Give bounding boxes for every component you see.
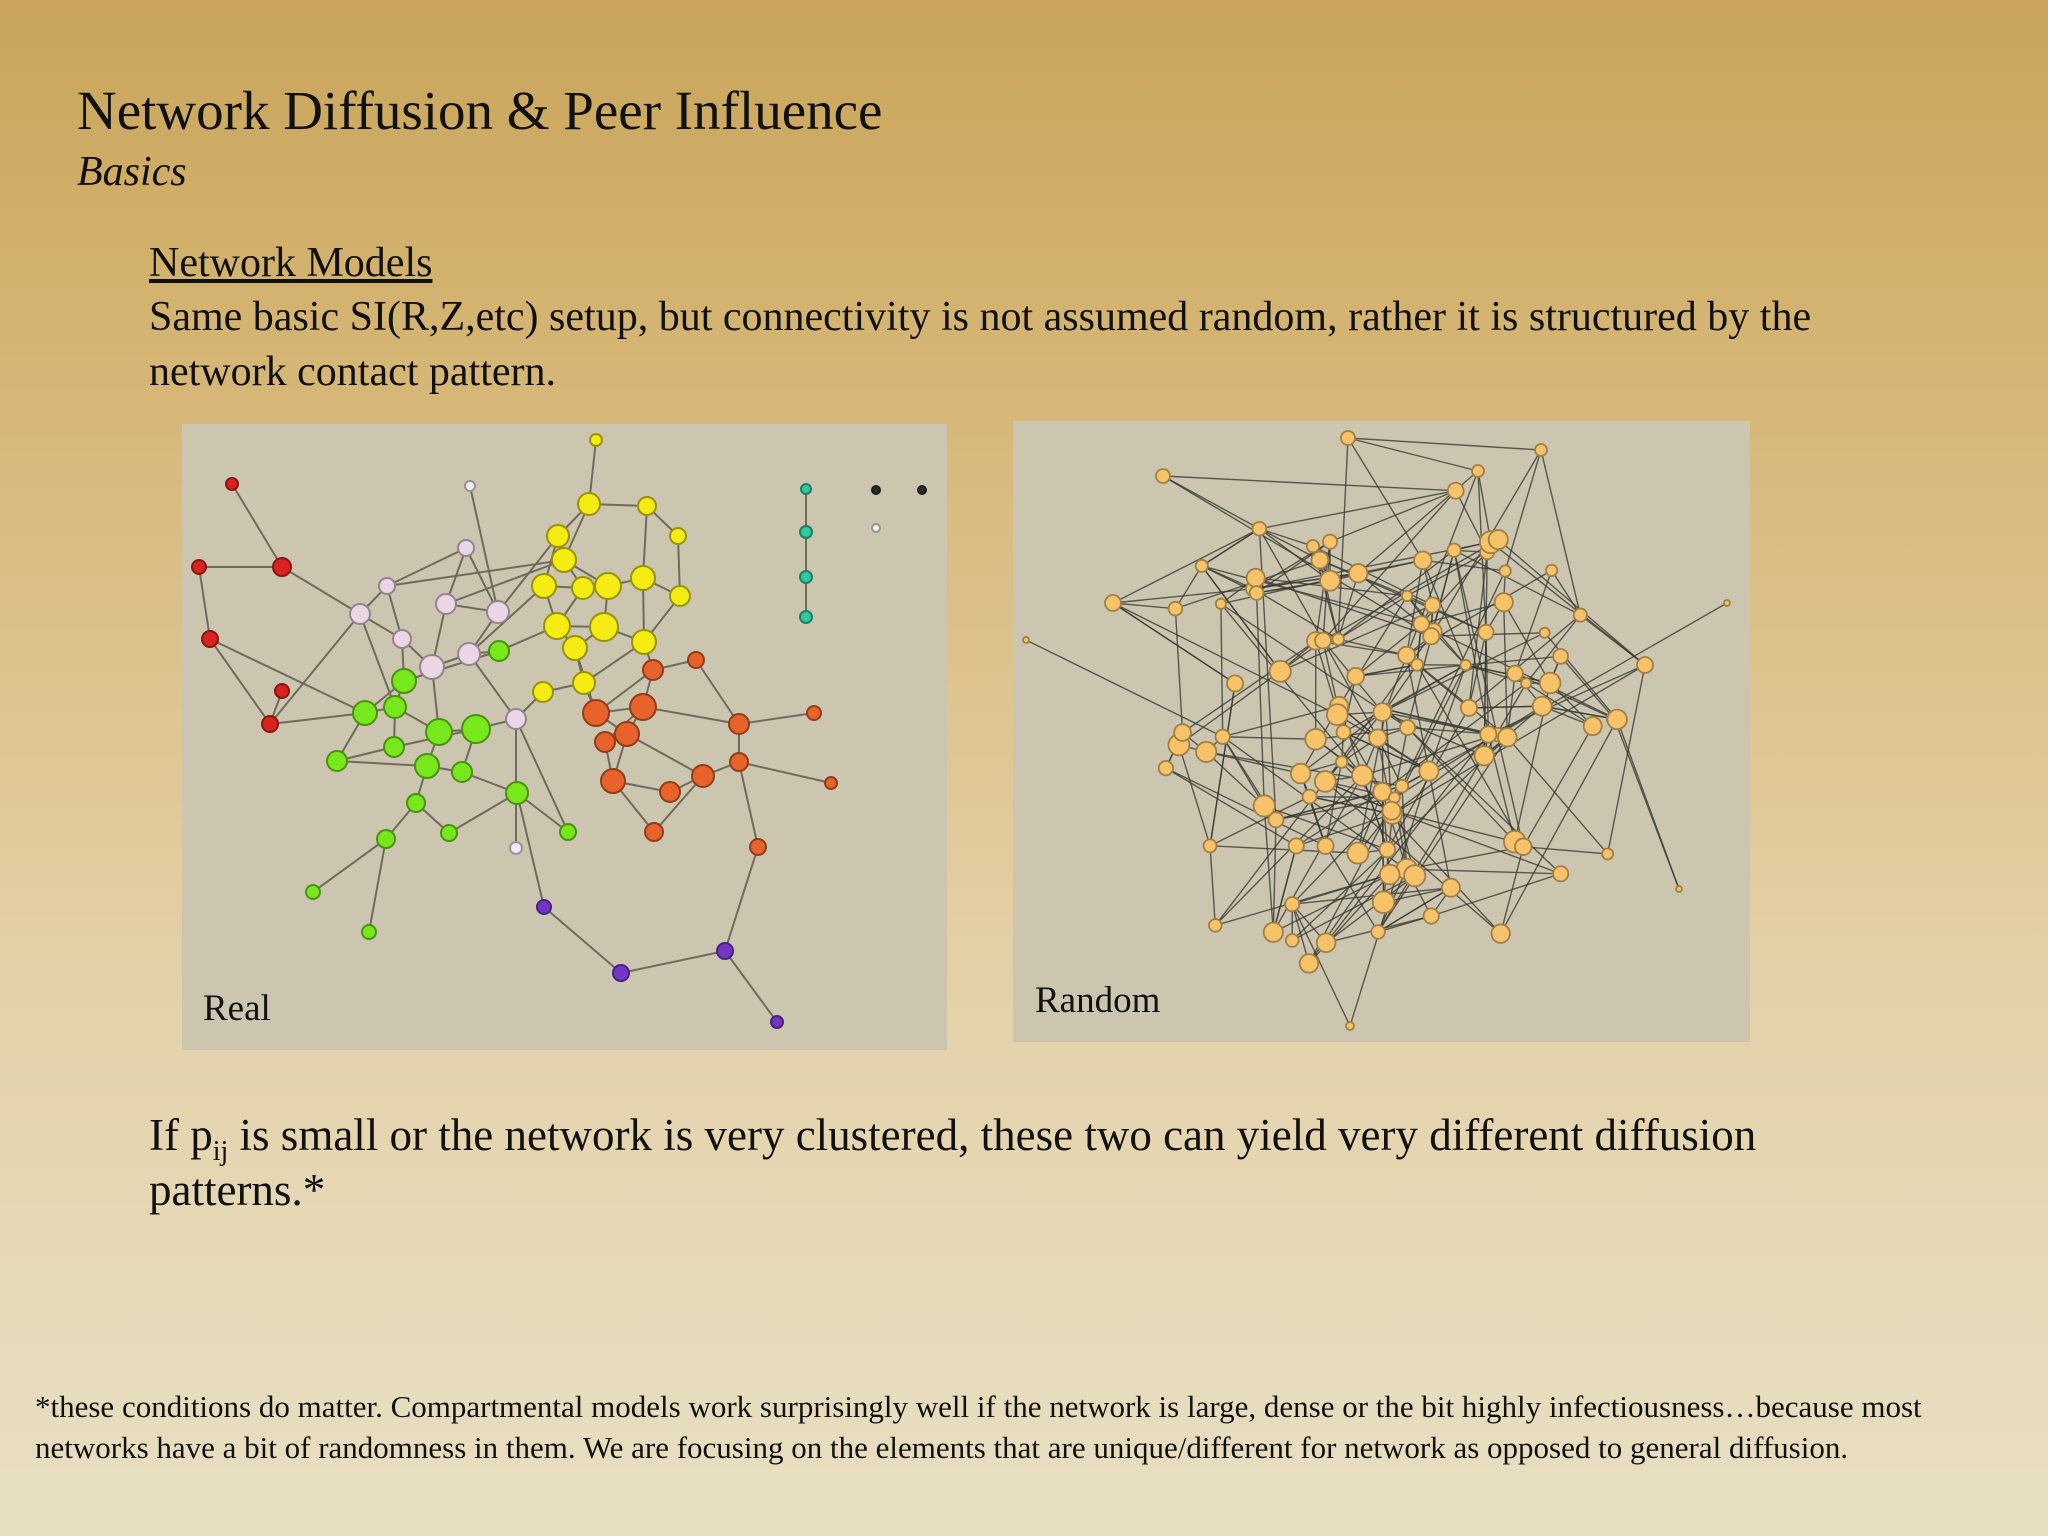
network-node xyxy=(717,943,733,959)
network-node xyxy=(384,696,406,718)
network-node xyxy=(643,660,663,680)
network-node xyxy=(1480,726,1496,742)
network-node xyxy=(1317,933,1336,952)
network-node xyxy=(1442,879,1460,897)
network-edge xyxy=(1541,450,1580,615)
slide-subtitle: Basics xyxy=(77,149,187,195)
network-edge xyxy=(282,567,360,614)
network-node xyxy=(1303,790,1317,804)
network-node xyxy=(1156,469,1170,483)
network-node xyxy=(552,548,576,572)
network-node xyxy=(273,558,291,576)
network-node xyxy=(1423,628,1439,644)
network-edge xyxy=(739,762,758,847)
slide-title: Network Diffusion & Peer Influence xyxy=(77,80,883,141)
intro-text: Same basic SI(R,Z,etc) setup, but connectivity is not assumed random, rather it is structured by the network contact pattern. xyxy=(149,294,1812,395)
network-node xyxy=(1447,544,1460,557)
network-node xyxy=(1204,839,1217,852)
network-node xyxy=(1341,431,1355,445)
network-edge xyxy=(1026,640,1223,737)
network-node xyxy=(595,732,615,752)
network-node xyxy=(1227,675,1243,691)
network-node xyxy=(1311,552,1328,569)
network-node xyxy=(800,611,812,623)
network-edge xyxy=(1407,847,1523,869)
network-node xyxy=(615,722,639,746)
network-edge xyxy=(1469,706,1542,708)
network-node xyxy=(1724,600,1730,606)
network-edge xyxy=(739,713,814,724)
network-node xyxy=(1289,838,1304,853)
network-edge xyxy=(1505,450,1541,571)
network-node xyxy=(1337,725,1351,739)
network-node xyxy=(1291,764,1311,784)
network-edge xyxy=(1221,604,1223,737)
network-node xyxy=(800,571,812,583)
network-node xyxy=(1507,666,1523,682)
network-node xyxy=(392,669,416,693)
network-edge xyxy=(1202,529,1260,566)
network-node xyxy=(1346,1022,1354,1030)
network-node xyxy=(1396,780,1409,793)
network-node xyxy=(1495,593,1513,611)
network-node xyxy=(1404,865,1425,886)
network-node xyxy=(1216,599,1226,609)
real-network-label: Real xyxy=(203,988,271,1029)
network-edge xyxy=(1166,768,1296,846)
network-edge xyxy=(1392,811,1515,842)
network-node xyxy=(1286,934,1299,947)
network-node xyxy=(1424,908,1439,923)
network-node xyxy=(1540,628,1550,638)
network-edge xyxy=(1608,665,1645,854)
network-edge xyxy=(1223,737,1316,740)
network-node xyxy=(1216,730,1230,744)
network-node xyxy=(1574,608,1587,621)
network-node xyxy=(377,830,395,848)
network-node xyxy=(262,716,278,732)
network-node xyxy=(631,566,655,590)
network-node xyxy=(1285,897,1299,911)
network-edge xyxy=(1163,476,1456,491)
network-node xyxy=(578,493,600,515)
network-node xyxy=(1637,657,1653,673)
network-edge xyxy=(469,654,516,719)
network-edge xyxy=(1210,846,1358,853)
network-node xyxy=(1540,673,1561,694)
network-edge xyxy=(270,614,360,724)
network-node xyxy=(1472,465,1484,477)
network-edge xyxy=(1407,560,1423,655)
network-node xyxy=(807,706,821,720)
network-edge xyxy=(313,839,386,892)
network-node xyxy=(1209,919,1222,932)
network-node xyxy=(407,794,425,812)
network-node xyxy=(1553,866,1568,881)
network-node xyxy=(572,577,594,599)
network-edge xyxy=(1330,491,1456,542)
network-edge xyxy=(1296,814,1392,846)
network-node xyxy=(590,613,618,641)
network-node xyxy=(638,497,656,515)
network-node xyxy=(872,486,880,494)
network-edge xyxy=(337,761,427,766)
network-node xyxy=(226,478,238,490)
network-node xyxy=(1533,697,1552,716)
network-node xyxy=(1254,795,1275,816)
network-node xyxy=(825,777,837,789)
network-node xyxy=(1336,756,1348,768)
network-node xyxy=(590,434,602,446)
network-edge xyxy=(1580,615,1645,665)
network-node xyxy=(632,630,656,654)
network-node xyxy=(1369,729,1386,746)
network-node xyxy=(1270,661,1291,682)
network-edge xyxy=(1348,438,1541,450)
network-node xyxy=(1400,720,1415,735)
network-node xyxy=(1347,843,1368,864)
network-edge xyxy=(739,762,831,783)
network-node xyxy=(1491,924,1509,942)
network-edge xyxy=(516,719,568,832)
network-node xyxy=(645,823,663,841)
network-edge xyxy=(1202,566,1422,624)
network-node xyxy=(750,839,766,855)
network-node xyxy=(692,765,714,787)
network-node xyxy=(426,719,452,745)
network-edge xyxy=(725,847,758,951)
network-edge xyxy=(270,713,365,724)
diffusion-note xyxy=(149,1108,1909,1218)
real-nodes xyxy=(192,434,926,1028)
network-node xyxy=(1196,742,1216,762)
network-node xyxy=(487,601,509,623)
network-node xyxy=(1676,886,1682,892)
section-heading: Network Models xyxy=(149,240,433,286)
network-node xyxy=(583,700,609,726)
network-node xyxy=(1402,591,1413,602)
network-node xyxy=(595,573,621,599)
network-node xyxy=(547,525,569,547)
network-node xyxy=(1425,598,1440,613)
network-node xyxy=(872,524,880,532)
network-node xyxy=(415,754,439,778)
network-node xyxy=(1247,569,1265,587)
network-edge xyxy=(725,951,777,1022)
network-node xyxy=(1264,923,1283,942)
network-node xyxy=(729,714,749,734)
network-edge xyxy=(621,951,725,973)
network-node xyxy=(1320,571,1340,591)
network-node xyxy=(544,613,570,639)
network-node xyxy=(1174,724,1191,741)
network-node xyxy=(506,709,526,729)
network-node xyxy=(202,631,218,647)
network-node xyxy=(630,694,656,720)
random-network-label: Random xyxy=(1035,980,1161,1021)
network-node xyxy=(362,925,376,939)
network-node xyxy=(489,641,509,661)
real-network-graph xyxy=(182,424,947,1050)
network-node xyxy=(420,655,444,679)
network-edge xyxy=(1273,820,1276,933)
network-node xyxy=(1602,848,1613,859)
network-node xyxy=(771,1016,783,1028)
network-node xyxy=(1489,530,1508,549)
network-node xyxy=(1169,602,1183,616)
network-edge xyxy=(643,707,739,724)
network-node xyxy=(1250,586,1264,600)
network-node xyxy=(730,753,748,771)
network-edge xyxy=(1348,438,1478,471)
network-node xyxy=(1461,700,1477,716)
network-node xyxy=(306,885,320,899)
network-node xyxy=(353,701,377,725)
random-network-graph xyxy=(1013,421,1750,1042)
network-node xyxy=(1327,704,1348,725)
network-node xyxy=(1347,668,1364,685)
network-node xyxy=(1546,565,1557,576)
network-node xyxy=(560,824,576,840)
network-edge xyxy=(544,907,621,973)
network-node xyxy=(918,486,926,494)
network-node xyxy=(533,682,553,702)
network-node xyxy=(613,965,629,981)
network-node xyxy=(465,481,475,491)
network-node xyxy=(1159,761,1173,775)
network-edge xyxy=(1183,641,1316,733)
network-node xyxy=(1305,729,1326,750)
note-prefix: If p xyxy=(149,1110,213,1160)
network-node xyxy=(1379,842,1395,858)
network-node xyxy=(1196,560,1208,572)
network-node xyxy=(1607,710,1627,730)
network-node xyxy=(393,630,411,648)
network-node xyxy=(1500,565,1511,576)
network-node xyxy=(537,900,551,914)
real-network-figure xyxy=(182,424,947,1050)
network-node xyxy=(601,769,625,793)
network-node xyxy=(660,782,680,802)
network-node xyxy=(1419,761,1438,780)
network-edge xyxy=(627,734,703,776)
network-node xyxy=(1105,595,1121,611)
network-node xyxy=(327,751,347,771)
network-node xyxy=(563,636,587,660)
network-node xyxy=(379,578,395,594)
network-node xyxy=(192,560,206,574)
network-node xyxy=(458,643,480,665)
network-node xyxy=(1349,564,1367,582)
network-node xyxy=(1332,633,1344,645)
network-node xyxy=(1371,925,1385,939)
network-edge xyxy=(232,484,282,567)
note-subscript: ij xyxy=(212,1136,229,1167)
footnote: *these conditions do matter. Compartmental models work surprisingly well if the network is large, dense or the bit highly infectiousness…because most networks have a bit of randomness in them. We are focusing on the elements that are unique/different for network as opposed to general diffusion. xyxy=(35,1389,1922,1465)
network-edge xyxy=(199,567,210,639)
network-node xyxy=(1315,771,1336,792)
network-node xyxy=(1448,483,1464,499)
network-node xyxy=(1478,625,1493,640)
network-node xyxy=(1300,954,1319,973)
network-edge xyxy=(1253,573,1358,589)
network-node xyxy=(1515,838,1532,855)
network-edge xyxy=(1210,846,1215,926)
note-suffix: is small or the network is very clustered, these two can yield very different diffusion patterns.* xyxy=(149,1110,1757,1215)
network-node xyxy=(384,737,404,757)
network-node xyxy=(573,672,595,694)
network-node xyxy=(1380,865,1400,885)
network-edge xyxy=(1257,593,1265,806)
network-node xyxy=(1323,535,1337,549)
network-node xyxy=(1352,765,1373,786)
network-node xyxy=(462,715,490,743)
network-node xyxy=(452,762,472,782)
network-edge xyxy=(210,639,270,724)
random-network-figure xyxy=(1013,421,1750,1042)
network-node xyxy=(1315,633,1331,649)
network-node xyxy=(1411,659,1423,671)
network-node xyxy=(1253,522,1267,536)
network-edge xyxy=(696,660,739,724)
network-node xyxy=(275,684,289,698)
network-edge xyxy=(369,839,386,932)
network-node xyxy=(670,586,690,606)
network-node xyxy=(458,540,474,556)
network-node xyxy=(1460,660,1471,671)
network-node xyxy=(510,842,522,854)
network-node xyxy=(532,574,556,598)
network-node xyxy=(670,528,686,544)
network-edge xyxy=(1206,752,1300,774)
network-node xyxy=(688,652,704,668)
network-node xyxy=(1521,678,1531,688)
network-node xyxy=(506,782,528,804)
network-node xyxy=(1414,552,1432,570)
network-node xyxy=(1382,802,1400,820)
network-node xyxy=(1373,703,1391,721)
network-node xyxy=(1023,637,1029,643)
network-edge xyxy=(1614,719,1679,889)
network-node xyxy=(1373,891,1395,913)
network-node xyxy=(800,526,812,538)
network-node xyxy=(436,594,456,614)
network-node xyxy=(1307,540,1319,552)
network-node xyxy=(441,825,457,841)
network-edge xyxy=(1223,737,1265,806)
network-node xyxy=(1498,728,1517,747)
network-node xyxy=(1553,649,1568,664)
network-node xyxy=(1475,746,1494,765)
network-node xyxy=(1318,838,1334,854)
network-node xyxy=(350,604,370,624)
network-node xyxy=(1584,717,1602,735)
network-edge xyxy=(1382,712,1484,756)
network-node xyxy=(1535,444,1547,456)
network-node xyxy=(801,484,811,494)
